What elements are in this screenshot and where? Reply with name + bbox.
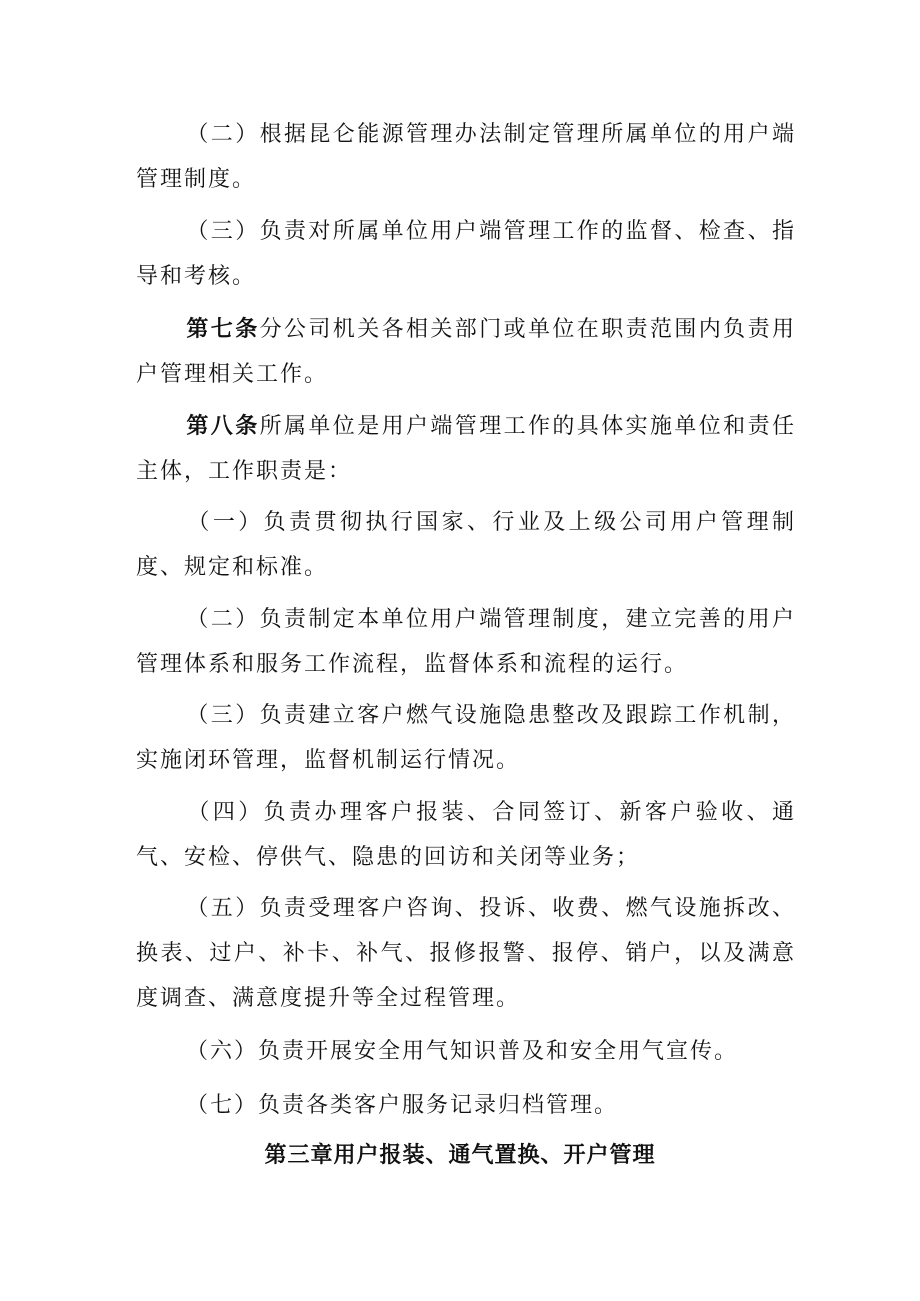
paragraph-text: 所属单位是用户端管理工作的具体实施单位和责任主体，工作职责是： bbox=[136, 414, 796, 484]
paragraph-text: （四）负责办理客户报装、合同签订、新客户验收、通气、安检、停供气、隐患的回访和关闭等业务； bbox=[136, 800, 796, 870]
article-8 bbox=[136, 404, 796, 494]
paragraph-3 bbox=[136, 209, 796, 299]
paragraph-text: （三）负责对所属单位用户端管理工作的监督、检查、指导和考核。 bbox=[136, 219, 796, 289]
paragraph-text: （一）负责贯彻执行国家、行业及上级公司用户管理制度、规定和标准。 bbox=[136, 510, 796, 580]
paragraph-text: （六）负责开展安全用气知识普及和安全用气宣传。 bbox=[186, 1039, 739, 1064]
paragraph-text: （二）根据昆仑能源管理办法制定管理所属单位的用户端管理制度。 bbox=[136, 122, 796, 192]
duty-3 bbox=[136, 693, 796, 783]
duty-1 bbox=[136, 500, 796, 590]
duty-6 bbox=[136, 1029, 796, 1074]
paragraph-text: （三）负责建立客户燃气设施隐患整改及跟踪工作机制，实施闭环管理，监督机制运行情况。 bbox=[136, 703, 796, 773]
article-label: 第七条 bbox=[186, 317, 260, 342]
duty-4 bbox=[136, 790, 796, 880]
paragraph-text: （五）负责受理客户咨询、投诉、收费、燃气设施拆改、换表、过户、补卡、补气、报修报警、报停、销户，以及满意度调查、满意度提升等全过程管理。 bbox=[136, 896, 796, 1011]
article-7 bbox=[136, 307, 796, 397]
duty-5 bbox=[136, 886, 796, 1021]
duty-2 bbox=[136, 597, 796, 687]
chapter-heading: 第三章用户报装、通气置换、开户管理 bbox=[264, 1143, 656, 1168]
paragraph-text: （七）负责各类客户服务记录归档管理。 bbox=[186, 1093, 619, 1118]
article-label: 第八条 bbox=[186, 414, 260, 439]
paragraph-text: （二）负责制定本单位用户端管理制度，建立完善的用户管理体系和服务工作流程，监督体系和流程的运行。 bbox=[136, 607, 796, 677]
paragraph-2 bbox=[136, 112, 796, 202]
paragraph-text: 分公司机关各相关部门或单位在职责范围内负责用户管理相关工作。 bbox=[136, 317, 796, 387]
duty-7 bbox=[136, 1083, 796, 1128]
